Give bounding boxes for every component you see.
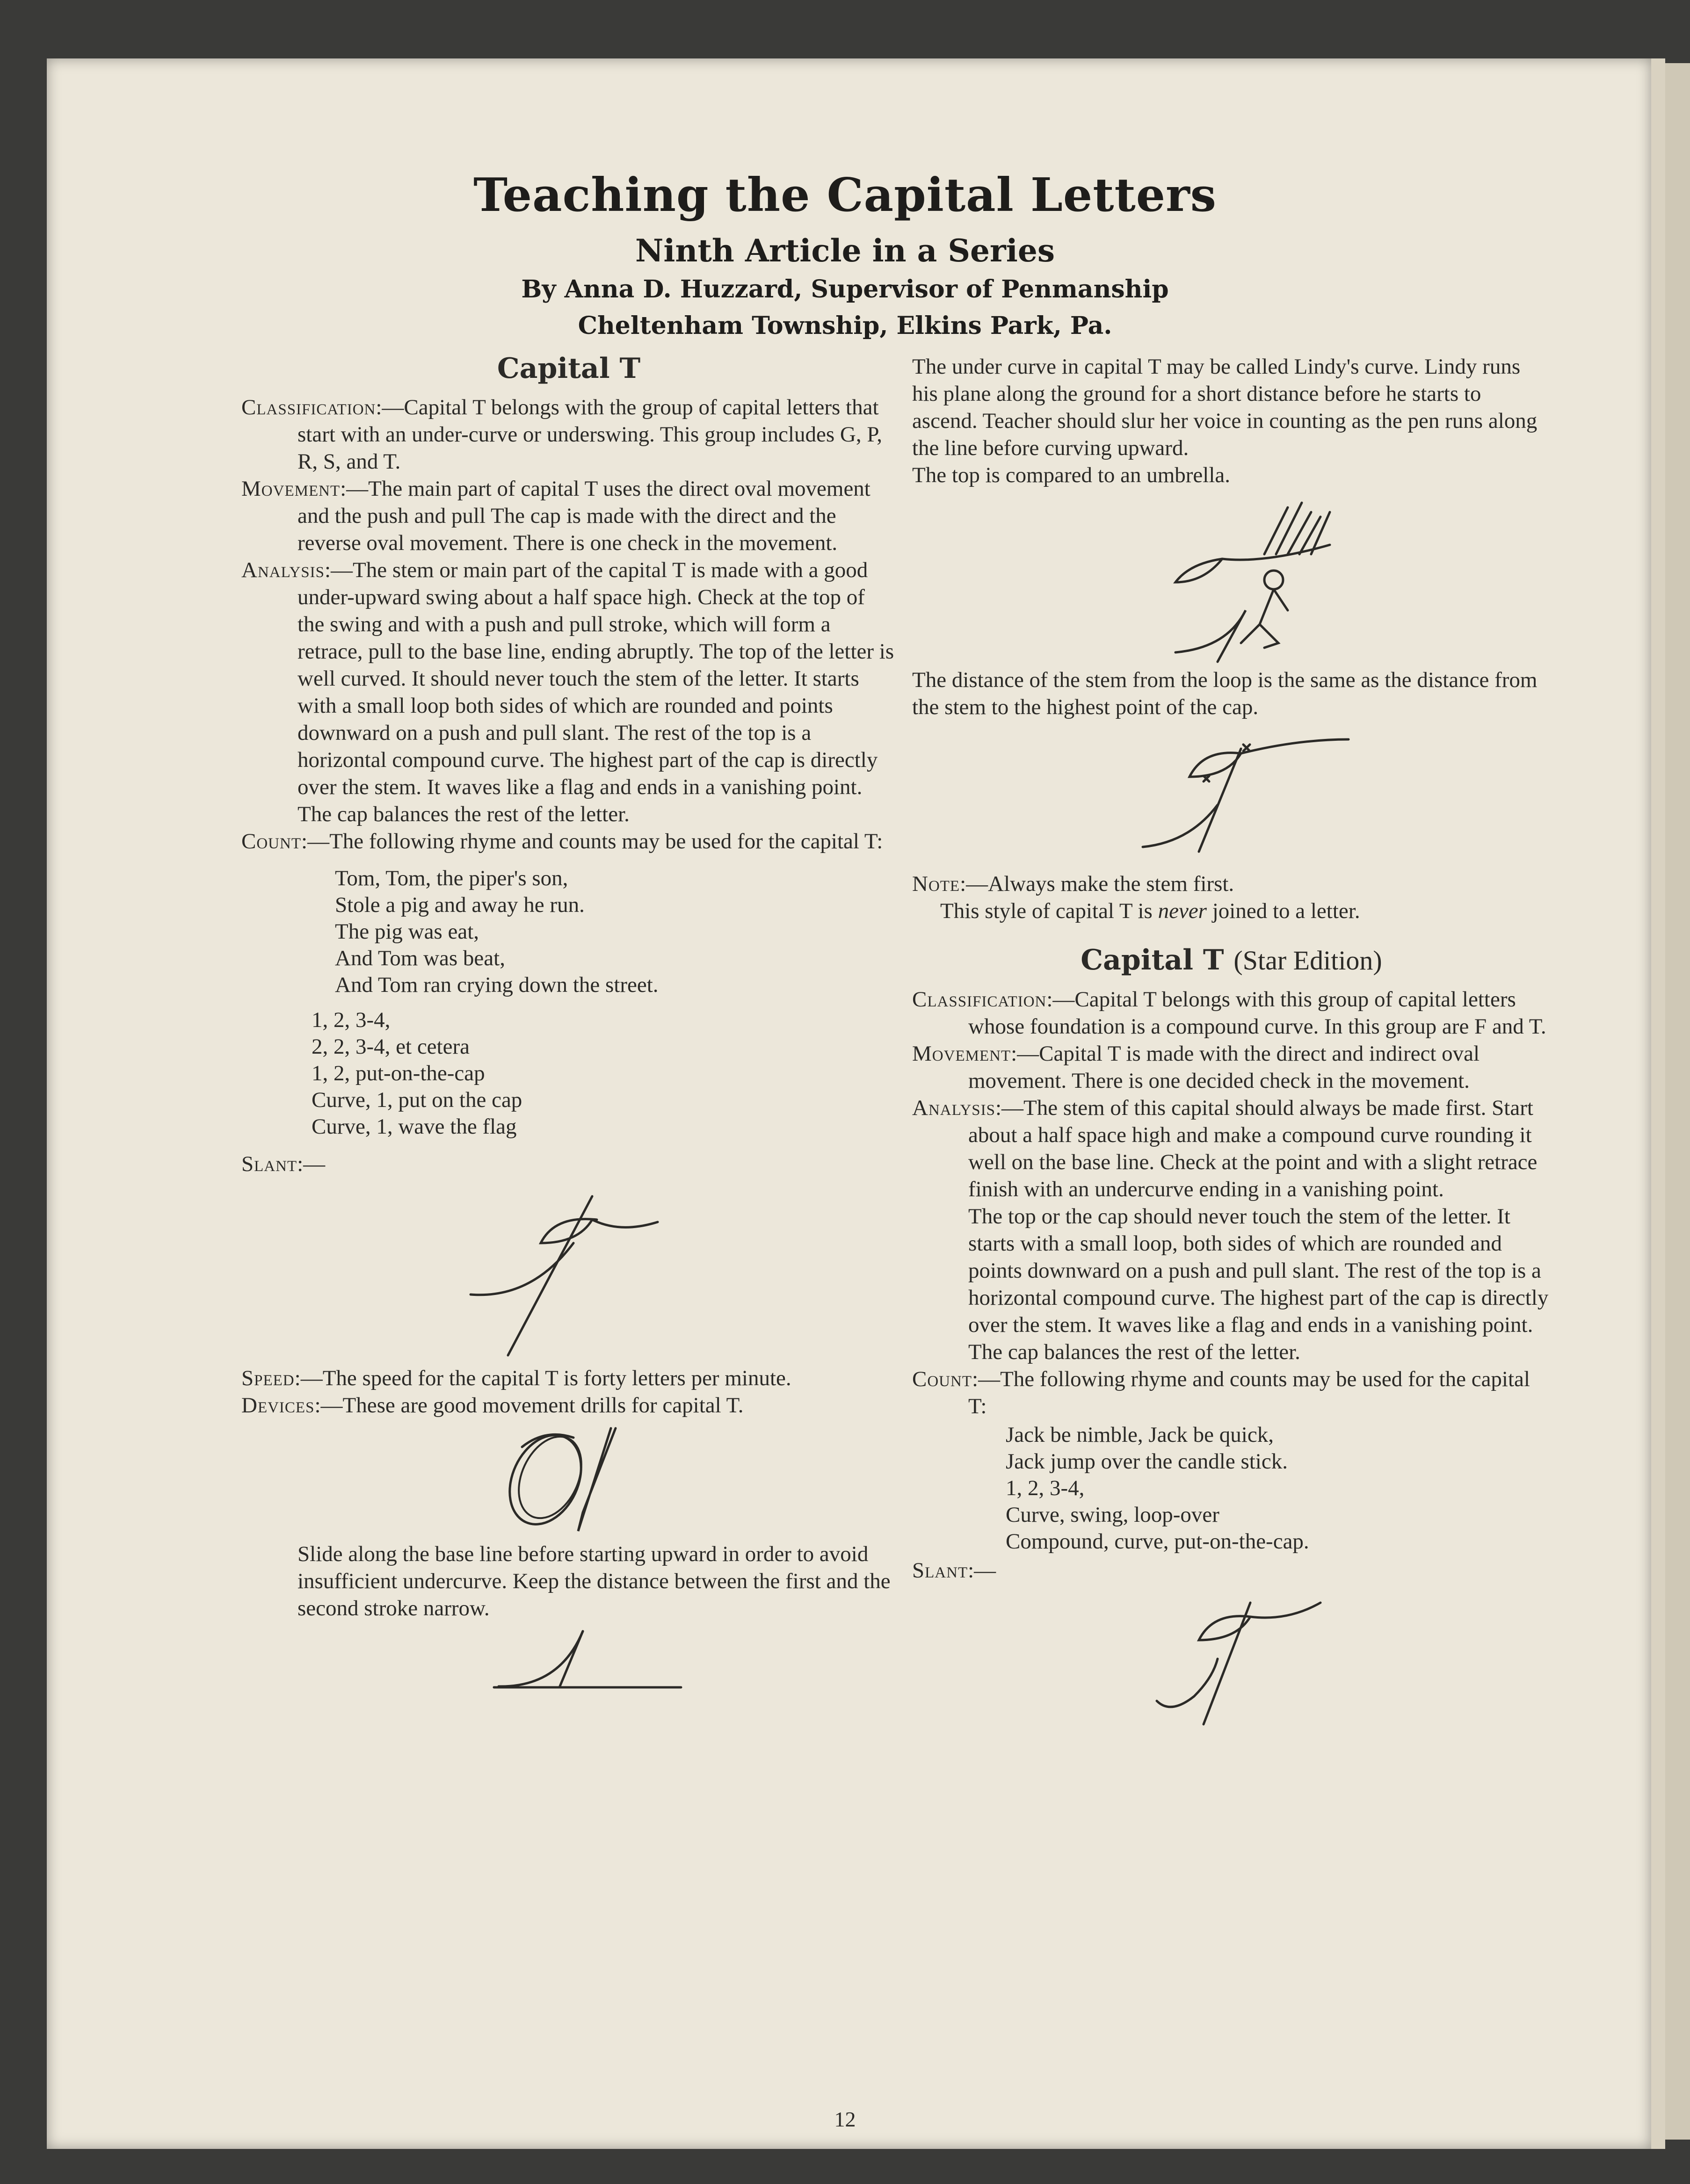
star-rhyme-line: Jack jump over the candle stick. (1006, 1449, 1288, 1474)
movement-text: :—The main part of capital T uses the direct oval movement and the push and pull The cap is made with the direct and the reverse oval movement. There is one check in the movement. (297, 477, 870, 555)
rhyme-line: Stole a pig and away he run. (335, 893, 585, 917)
style-note-after: joined to a letter. (1206, 899, 1360, 923)
count-line: Curve, 1, wave the flag (312, 1114, 517, 1139)
movement-entry (241, 475, 896, 557)
style-note-emphasis: never (1158, 899, 1207, 923)
star-slant-entry (912, 1557, 1551, 1584)
devices-text: :—These are good movement drills for capital T. (314, 1393, 744, 1417)
classification-entry (241, 394, 896, 475)
count-line: 1, 2, 3-4, (312, 1008, 391, 1032)
section-heading-capital-t: Capital T (497, 352, 641, 385)
binding-edge (1665, 63, 1690, 2140)
classification-text: :—Capital T belongs with the group of capital letters that start with an under-curve or underswing. This group includes G, P, R, S, and T. (297, 395, 882, 474)
count-label: Count (241, 829, 302, 853)
star-analysis-continued: The top or the cap should never touch the stem of the letter. It starts with a small loop, both sides of which are rounded and points downward on a push and pull slant. The rest of the top is a horizontal compound curve. The highest part of the cap is directly over the stem. It waves like a flag and ends in a vanishing point. The cap balances the rest of the letter. (968, 1204, 1549, 1364)
count-text: :—The following rhyme and counts may be used for the capital T: (301, 829, 883, 853)
next-page-edge (1651, 58, 1665, 2149)
devices-entry (241, 1392, 896, 1419)
note-label: Note (912, 872, 960, 896)
count-line: Curve, 1, put on the cap (312, 1088, 522, 1112)
star-count-text: :—The following rhyme and counts may be used for the capital T: (968, 1367, 1530, 1418)
star-rhyme-line: Curve, swing, loop-over (1006, 1503, 1219, 1527)
count-line: 1, 2, put-on-the-cap (312, 1061, 485, 1085)
analysis-text: :—The stem or main part of the capital T is made with a good under-upward swing about a half space high. Check at the top of the swing and with a push and pull stroke, which will form a retrace, pull to the base line, ending abruptly. The top of the letter is well curved. It should never touch the stem of the letter. It starts with a small loop both sides of which are rounded and points downward on a push and pull slant. The rest of the top is a horizontal compound curve. The highest part of the cap is directly over the stem. It waves like a flag and ends in a vanishing point. The cap balances the rest of the letter. (297, 558, 894, 826)
star-rhyme-line: 1, 2, 3-4, (1006, 1476, 1085, 1500)
article-title: Teaching the Capital Letters (473, 168, 1217, 222)
movement-label: Movement (241, 477, 341, 501)
star-edition-t-figure (1101, 1584, 1363, 1734)
byline (0, 271, 1690, 344)
devices-label: Devices (241, 1393, 315, 1417)
style-note-before: This style of capital T is (940, 899, 1158, 923)
rhyme-line: And Tom ran crying down the street. (335, 973, 659, 997)
star-count-entry (912, 1366, 1551, 1420)
star-edition-heading: Capital T (1081, 944, 1224, 976)
classification-label: Classification (241, 395, 376, 419)
speed-label: Speed (241, 1366, 295, 1390)
count-line: 2, 2, 3-4, et cetera (312, 1034, 470, 1059)
umbrella-text: The top is compared to an umbrella. (912, 463, 1230, 487)
speed-entry (241, 1365, 896, 1392)
star-count-label: Count (912, 1367, 972, 1391)
star-rhyme-line: Jack be nimble, Jack be quick, (1006, 1423, 1274, 1447)
star-slant-label: Slant (912, 1558, 968, 1583)
slide-note: Slide along the base line before starting upward in order to avoid insufficient undercurve. Keep the distance between the first and the second stroke narrow. (297, 1542, 891, 1620)
capital-t-slant-figure (438, 1178, 700, 1365)
lindy-curve-text: The under curve in capital T may be called Lindy's curve. Lindy runs his plane along the ground for a short distance before he starts to ascend. Teacher should slur her voice in counting as the pen runs along the line before curving upward. (912, 354, 1538, 460)
rhyme-line: The pig was eat, (335, 919, 479, 944)
rhyme-line: Tom, Tom, the piper's son, (335, 866, 568, 890)
note-text: :—Always make the stem first. (960, 872, 1234, 896)
star-analysis-entry (912, 1094, 1551, 1203)
slant-entry (241, 1150, 896, 1178)
star-classification-text: :—Capital T belongs with this group of capital letters whose foundation is a compound curve. In this group are F and T. (968, 987, 1546, 1039)
left-column (241, 352, 896, 1701)
rhyme-line: And Tom was beat, (335, 946, 505, 970)
style-note (912, 897, 1551, 925)
article-subtitle: Ninth Article in a Series (635, 232, 1055, 269)
note-entry (912, 870, 1551, 897)
star-movement-text: :—Capital T is made with the direct and indirect oval movement. There is one decided check in the movement. (968, 1041, 1480, 1093)
star-rhyme-line: Compound, curve, put-on-the-cap. (1006, 1529, 1309, 1554)
page-number: 12 (834, 2107, 856, 2131)
undercurve-stroke-figure (438, 1622, 700, 1701)
star-classification-entry (912, 986, 1551, 1040)
star-classification-label: Classification (912, 987, 1047, 1012)
star-movement-label: Movement (912, 1041, 1011, 1066)
slant-label: Slant (241, 1152, 297, 1176)
distance-text: The distance of the stem from the loop is the same as the distance from the stem to the highest point of the cap. (912, 668, 1538, 719)
speed-text: :—The speed for the capital T is forty letters per minute. (294, 1366, 791, 1390)
star-analysis-text: :—The stem of this capital should always be made first. Start about a half space high and make a compound curve rounding it well on the base line. Check at the point and with a slight retrace finish with an undercurve ending in a vanishing point. (968, 1096, 1538, 1201)
counts-block (241, 1007, 896, 1140)
analysis-label: Analysis (241, 558, 325, 582)
capital-t-distance-figure (1087, 721, 1377, 870)
slant-text: :— (297, 1152, 326, 1176)
count-entry (241, 828, 896, 855)
umbrella-figure (1068, 489, 1395, 666)
right-column (912, 353, 1551, 1734)
movement-drill-figure (475, 1419, 662, 1540)
star-movement-entry (912, 1040, 1551, 1094)
star-rhyme-block (912, 1422, 1551, 1555)
star-edition-suffix: (Star Edition) (1233, 945, 1382, 976)
rhyme-block (241, 865, 896, 998)
star-analysis-label: Analysis (912, 1096, 995, 1120)
analysis-entry (241, 557, 896, 828)
byline-location: Cheltenham Township, Elkins Park, Pa. (578, 311, 1112, 340)
section-heading-star-edition (912, 943, 1551, 977)
byline-author: By Anna D. Huzzard, Supervisor of Penmanship (521, 275, 1169, 304)
star-slant-text: :— (968, 1558, 996, 1583)
